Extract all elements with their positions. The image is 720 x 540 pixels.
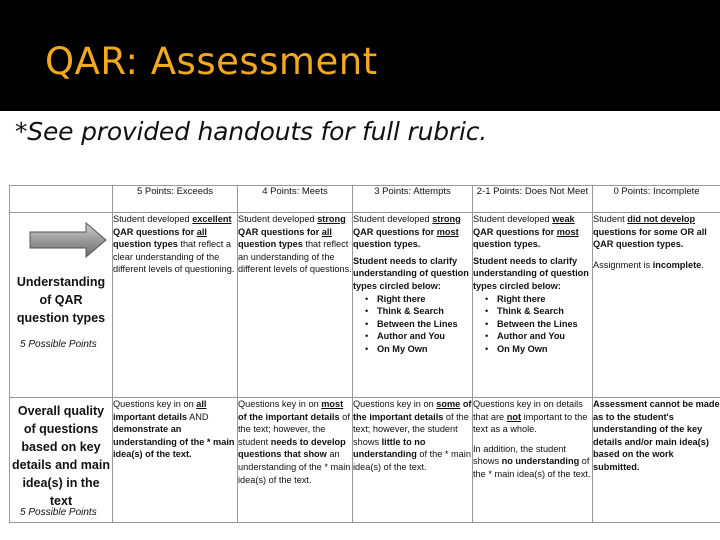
right-arrow-icon (28, 221, 108, 259)
cell-r2-attempts (353, 398, 473, 523)
text-run: excellent (192, 214, 232, 224)
text-run: QAR questions for (473, 226, 557, 237)
header-exceeds: 5 Points: Exceeds (113, 186, 238, 213)
criterion-label: Understanding of QAR question types (16, 275, 106, 325)
header-incomplete: 0 Points: Incomplete (593, 186, 720, 213)
question-type-list (473, 293, 592, 356)
text-run: Student developed (473, 214, 553, 224)
text-run: questions for some OR all QAR question types. (593, 226, 707, 250)
text-run: * main idea(s) of the text. (113, 436, 235, 460)
text-run: of the * main idea(s) of the text. (353, 449, 471, 472)
text-run: Student developed (238, 214, 318, 224)
criterion-cell-question-quality (10, 398, 113, 523)
text-run: most (436, 226, 459, 237)
text-run: most (556, 226, 579, 237)
text-run: all (196, 399, 207, 409)
cell-r2-exceeds (113, 398, 238, 523)
header-row (10, 186, 720, 213)
criterion-label: Overall quality of questions based on key details and main idea(s) in the text (12, 404, 110, 508)
text-run: Student developed (113, 214, 193, 224)
list-item: • Think & Search (355, 305, 472, 318)
text-run: Student (593, 214, 628, 224)
text-run: QAR questions for (353, 226, 437, 237)
text-run: of the text; however, the student (238, 411, 350, 447)
text-run: no understanding (501, 456, 580, 467)
cell-r2-incomplete (593, 398, 720, 523)
slide-subtitle: *See provided handouts for full rubric. (15, 117, 488, 146)
text-run: of the important details (353, 399, 472, 422)
list-item: • Between the Lines (355, 318, 472, 331)
question-type-list (353, 293, 472, 356)
text-run: all (196, 226, 207, 237)
text-run: QAR questions for (238, 226, 322, 237)
text-run: Student developed (353, 214, 433, 224)
criterion-header-cell (10, 186, 113, 213)
list-item: • On My Own (475, 343, 592, 356)
text-run: of the important details (238, 411, 340, 422)
text-run: needs to develop questions that show (238, 436, 346, 460)
title-bar (0, 0, 720, 111)
text-run: weak (552, 214, 575, 224)
text-run: of the * main idea(s) of the text. (473, 456, 591, 479)
text-run: Questions key in on details that are (473, 399, 583, 422)
text-run: Questions key in on (353, 399, 437, 409)
text-run: Assessment cannot be made as to the student's understanding of the key details and/or main idea(s) based on the work submitted. (593, 399, 720, 472)
list-item: • Between the Lines (475, 318, 592, 331)
header-meets: 4 Points: Meets (238, 186, 353, 213)
clarify-text: Student needs to clarify understanding of question types circled below: (473, 255, 589, 291)
text-run: most (321, 399, 344, 409)
possible-points: 5 Possible Points (20, 339, 97, 350)
text-run: demonstrate an understanding of the (113, 424, 207, 447)
slide-title: QAR: Assessment (45, 40, 378, 83)
rubric-table (9, 185, 720, 523)
text-run: important details (113, 411, 188, 422)
criterion-cell-qar-types (10, 213, 113, 398)
text-run: little to no understanding (353, 436, 426, 460)
cell-r2-does-not-meet (473, 398, 593, 523)
list-item: • Right there (355, 293, 472, 306)
list-item: • Right there (475, 293, 592, 306)
table-row (10, 213, 720, 398)
list-item: • Think & Search (475, 305, 592, 318)
text-run: AND (187, 411, 209, 422)
text-run: some (436, 399, 461, 409)
clarify-text: Student needs to clarify understanding of question types circled below: (353, 255, 469, 291)
header-attempts: 3 Points: Attempts (353, 186, 473, 213)
text-run: strong (317, 214, 346, 224)
text-run: Questions key in on (238, 399, 322, 409)
text-run: QAR questions for (113, 226, 197, 237)
text-run: question types. (353, 239, 421, 250)
cell-r1-incomplete (593, 213, 720, 398)
text-run: that reflect a clear understanding of the different levels of questioning. (113, 239, 235, 275)
text-run: incomplete (652, 259, 702, 270)
possible-points: 5 Possible Points (20, 507, 97, 518)
cell-r1-meets (238, 213, 353, 398)
list-item: • Author and You (475, 330, 592, 343)
text-run: Questions key in on (113, 399, 197, 409)
cell-r2-meets (238, 398, 353, 523)
text-run: an understanding of the * main idea(s) of the text. (238, 449, 351, 485)
text-run: question types (238, 239, 303, 250)
text-run: strong (432, 214, 461, 224)
cell-r1-exceeds (113, 213, 238, 398)
cell-r1-attempts (353, 213, 473, 398)
text-run: In addition, the student shows (473, 443, 566, 467)
text-run: not (506, 411, 522, 422)
text-run: question types. (473, 239, 541, 250)
cell-r1-does-not-meet (473, 213, 593, 398)
list-item: • Author and You (355, 330, 472, 343)
text-run: Assignment is (593, 259, 653, 270)
text-run: all (321, 226, 332, 237)
table-row (10, 398, 720, 523)
text-run: of the text; however, the student shows (353, 411, 469, 447)
text-run: question types (113, 239, 178, 250)
text-run: that reflect an understanding of the different levels of questions. (238, 239, 352, 275)
header-does-not-meet: 2-1 Points: Does Not Meet (473, 186, 593, 213)
text-run: important to the text as a whole. (473, 411, 588, 435)
text-run: . (701, 259, 704, 270)
list-item: • On My Own (355, 343, 472, 356)
text-run: did not develop (627, 214, 696, 224)
